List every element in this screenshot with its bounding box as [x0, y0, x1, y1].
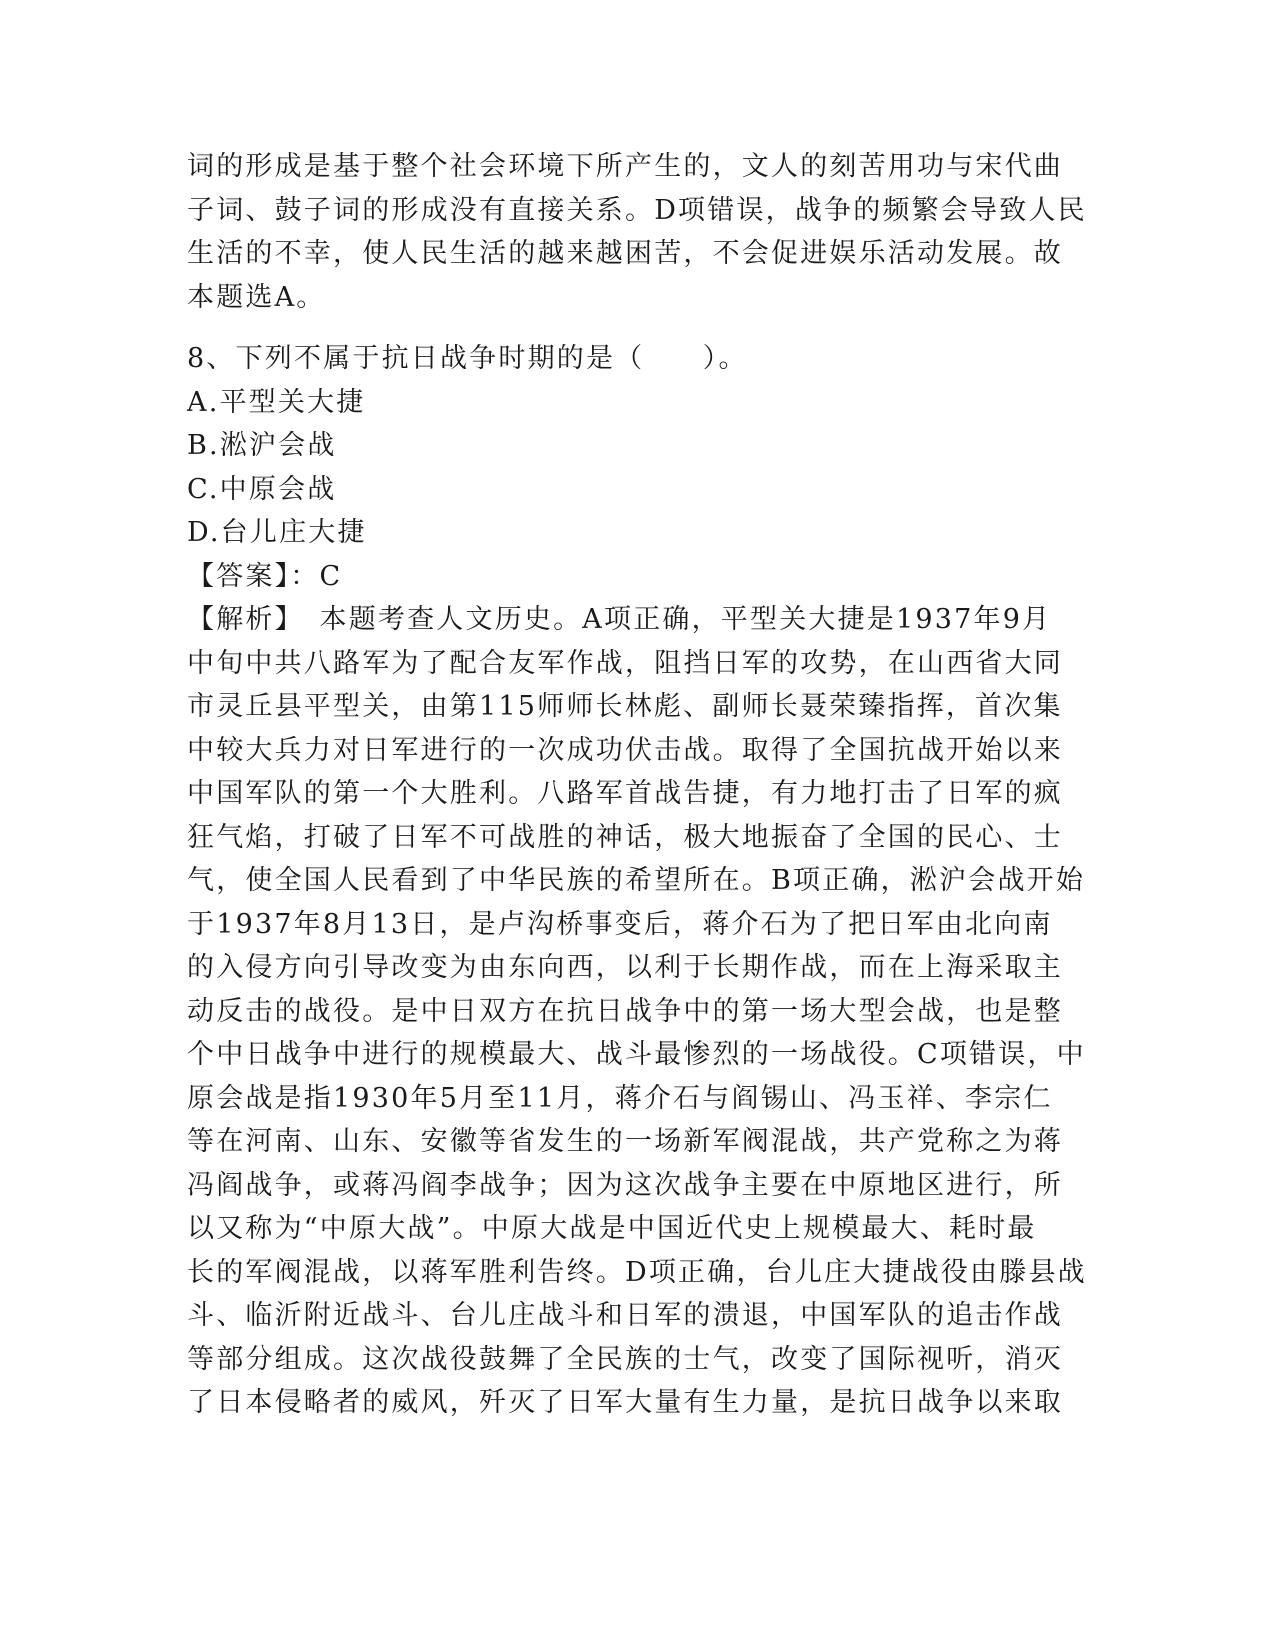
paragraph-gap — [187, 319, 1092, 337]
option-d: D.台儿庄大捷 — [187, 517, 367, 548]
analysis-line: 原会战是指1930年5月至11月，蒋介石与阎锡山、冯玉祥、李宗仁 — [187, 1082, 1053, 1114]
analysis-line: 了日本侵略者的威风，歼灭了日军大量有生力量，是抗日战争以来取 — [187, 1387, 1063, 1418]
analysis-line: 等在河南、山东、安徽等省发生的一场新军阀混战，共产党称之为蒋 — [187, 1126, 1063, 1157]
question-stem: 8、下列不属于抗日战争时期的是（ ）。 — [187, 343, 748, 374]
analysis-line: 市灵丘县平型关，由第115师师长林彪、副师长聂荣臻指挥，首次集 — [187, 691, 1063, 722]
analysis-line: 于1937年8月13日，是卢沟桥事变后，蒋介石为了把日军由北向南 — [187, 908, 1053, 940]
question-block — [187, 337, 1092, 1425]
analysis-line: 以又称为“中原大战”。中原大战是中国近代史上规模最大、耗时最 — [187, 1213, 1037, 1244]
analysis-line: 中国军队的第一个大胜利。八路军首战告捷，有力地打击了日军的疯 — [187, 778, 1063, 809]
text-line: 词的形成是基于整个社会环境下所产生的，文人的刻苦用功与宋代曲 — [187, 151, 1063, 182]
analysis-line: 动反击的战役。是中日双方在抗日战争中的第一场大型会战，也是整 — [187, 995, 1063, 1027]
analysis-line: 长的军阀混战，以蒋军胜利告终。D项正确，台儿庄大捷战役由滕县战 — [187, 1256, 1087, 1288]
analysis-line: 狂气焰，打破了日军不可战胜的神话，极大地振奋了全国的民心、士 — [187, 821, 1063, 853]
analysis-line: 斗、临沂附近战斗、台儿庄战斗和日军的溃退，中国军队的追击作战 — [187, 1300, 1063, 1331]
analysis-line: 中较大兵力对日军进行的一次成功伏击战。取得了全国抗战开始以来 — [187, 734, 1063, 766]
analysis-line: 中旬中共八路军为了配合友军作战，阻挡日军的攻势，在山西省大同 — [187, 647, 1063, 679]
option-b: B.淞沪会战 — [187, 430, 337, 461]
text-line: 子词、鼓子词的形成没有直接关系。D项错误，战争的频繁会导致人民 — [187, 194, 1087, 226]
text-line: 本题选A。 — [187, 281, 326, 313]
previous-explanation — [187, 145, 1092, 319]
analysis-line: 的入侵方向引导改变为由东向西，以利于长期作战，而在上海采取主 — [187, 952, 1063, 983]
analysis-line: 气，使全国人民看到了中华民族的希望所在。B项正确，淞沪会战开始 — [187, 865, 1086, 896]
analysis-line: 【解析】 本题考查人文历史。A项正确，平型关大捷是1937年9月 — [187, 604, 1052, 635]
option-c: C.中原会战 — [187, 473, 337, 505]
document-page — [187, 145, 1092, 1425]
analysis-line: 等部分组成。这次战役鼓舞了全民族的士气，改变了国际视听，消灭 — [187, 1343, 1063, 1375]
answer-line: 【答案】：C — [187, 560, 343, 592]
analysis-line: 冯阎战争，或蒋冯阎李战争；因为这次战争主要在中原地区进行，所 — [187, 1169, 1063, 1201]
option-a: A.平型关大捷 — [187, 386, 366, 418]
text-line: 生活的不幸，使人民生活的越来越困苦，不会促进娱乐活动发展。故 — [187, 238, 1063, 269]
analysis-line: 个中日战争中进行的规模最大、战斗最惨烈的一场战役。C项错误，中 — [187, 1039, 1086, 1070]
